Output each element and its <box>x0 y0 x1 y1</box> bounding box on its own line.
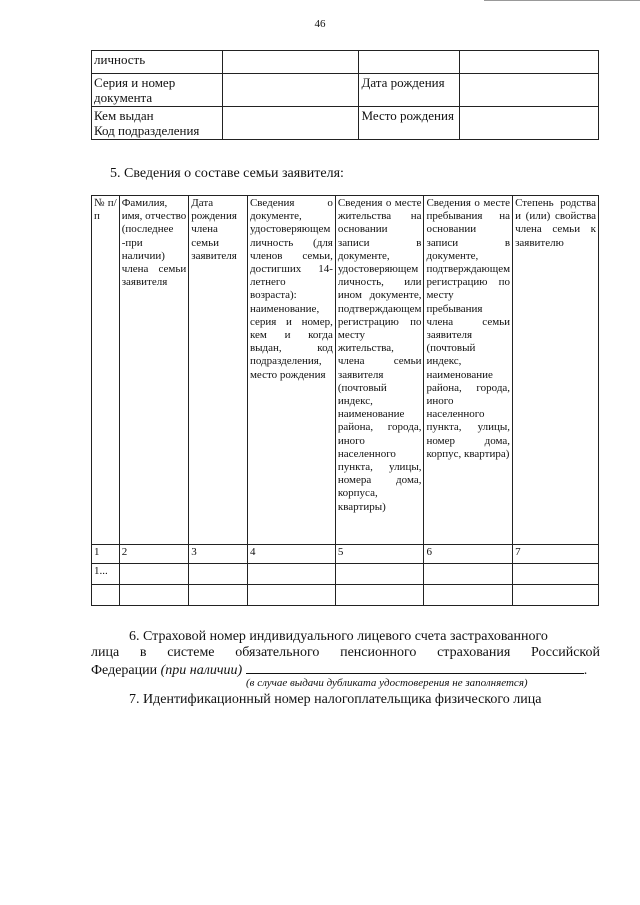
table-cell[interactable] <box>119 585 189 606</box>
table-header-row <box>92 196 599 545</box>
table-cell: Дата рождения <box>359 74 460 107</box>
word: Российской <box>531 645 600 660</box>
table-cell: 5 <box>335 545 424 564</box>
table-cell[interactable] <box>424 585 513 606</box>
word: в <box>139 645 147 660</box>
item-6-italic: (при наличии) <box>160 663 243 678</box>
family-table <box>91 195 599 606</box>
item-6-suffix: . <box>583 663 588 678</box>
table-cell: 1... <box>92 564 120 585</box>
table-cell <box>359 51 460 74</box>
table-cell[interactable] <box>247 585 335 606</box>
table-cell: Серия и номер документа <box>92 74 223 107</box>
table-cell[interactable] <box>119 564 189 585</box>
word: обязательного <box>235 645 320 660</box>
table-header-cell: Дата рождения члена семьи заявителя <box>189 196 248 545</box>
table-cell[interactable] <box>189 564 248 585</box>
item-6-line-2 <box>91 645 600 661</box>
table-cell: 4 <box>247 545 335 564</box>
table-cell[interactable] <box>222 107 359 140</box>
table-cell[interactable] <box>460 107 599 140</box>
snils-input-line[interactable] <box>246 661 584 674</box>
table-cell[interactable] <box>222 74 359 107</box>
table-cell[interactable] <box>335 585 424 606</box>
table-cell[interactable] <box>92 585 120 606</box>
table-header-cell: Фамилия, имя, отчество (последнее -при наличии) члена семьи заявителя <box>119 196 189 545</box>
table-cell: 3 <box>189 545 248 564</box>
table-row <box>92 564 599 585</box>
table-cell[interactable] <box>424 564 513 585</box>
item-6-line-1: 6. Страховой номер индивидуального лицевого счета застрахованного <box>129 629 548 644</box>
personal-data-table <box>91 50 599 140</box>
table-cell[interactable] <box>189 585 248 606</box>
table-cell[interactable] <box>513 564 599 585</box>
column-number-row <box>92 545 599 564</box>
table-cell[interactable] <box>460 74 599 107</box>
item-7-text: 7. Идентификационный номер налогоплательщика физического лица <box>129 692 542 707</box>
table-cell: 1 <box>92 545 120 564</box>
table-header-cell: Сведения о месте жительства на основании записи в документе, удостоверяющем личность, или ином документе, подтверждающем регистрацию по месту жительства, члена семьи заявителя (почтовый индекс, наименование района, города, иного населенного пункта, улицы, номера дома, корпуса, квартиры) <box>335 196 424 545</box>
table-row <box>92 51 599 74</box>
table-row <box>92 107 599 140</box>
table-cell[interactable] <box>460 51 599 74</box>
table-row <box>92 585 599 606</box>
section-5-title: 5. Сведения о составе семьи заявителя: <box>110 166 344 181</box>
table-cell: Место рождения <box>359 107 460 140</box>
item-6-note: (в случае выдачи дубликата удостоверения не заполняется) <box>246 677 528 689</box>
top-edge-line <box>484 0 640 1</box>
table-cell[interactable] <box>335 564 424 585</box>
word: системе <box>167 645 215 660</box>
table-header-cell: № п/п <box>92 196 120 545</box>
table-row <box>92 74 599 107</box>
table-header-cell: Сведения о документе, удостоверяющем личность (для членов семьи, достигших 14-летнего возраста): наименование, серия и номер, кем и когда выдан, код подразделения, место рождения <box>247 196 335 545</box>
table-cell: Кем выдан Код подразделения <box>92 107 223 140</box>
table-cell: личность <box>92 51 223 74</box>
table-cell: 2 <box>119 545 189 564</box>
table-cell[interactable] <box>222 51 359 74</box>
table-cell[interactable] <box>513 585 599 606</box>
table-header-cell: Степень родства и (или) свойства члена семьи к заявителю <box>513 196 599 545</box>
table-header-cell: Сведения о месте пребывания на основании записи в документе, подтверждающем регистрацию по месту пребывания члена семьи заявителя (почтовый индекс, наименование района, города, иного населенного пункта, улицы, номер дома, корпус, квартира) <box>424 196 513 545</box>
table-cell: 6 <box>424 545 513 564</box>
word: лица <box>91 645 120 660</box>
table-cell[interactable] <box>247 564 335 585</box>
item-6-prefix: Федерации <box>91 663 158 678</box>
table-cell: 7 <box>513 545 599 564</box>
word: пенсионного <box>340 645 417 660</box>
word: страхования <box>437 645 511 660</box>
page-number: 46 <box>314 18 326 30</box>
